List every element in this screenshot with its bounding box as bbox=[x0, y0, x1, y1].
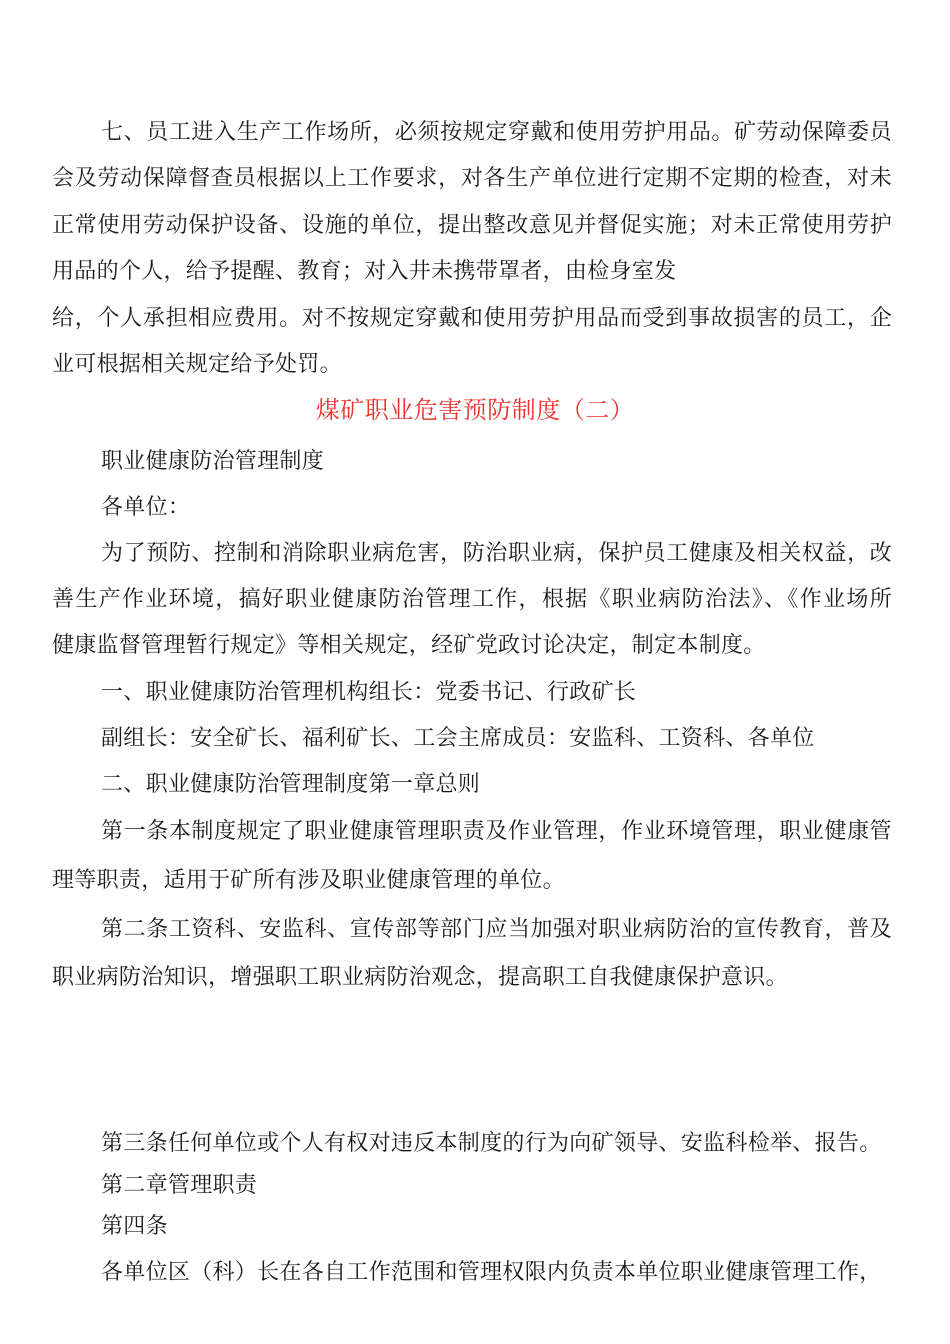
paragraph-7-line-5: 给，个人承担相应费用。对不按规定穿戴和使用劳护用品而受到事故损害的员工，企 bbox=[52, 306, 892, 331]
article-3: 第三条任何单位或个人有权对违反本制度的行为向矿领导、安监科检举、报告。 bbox=[101, 1131, 882, 1156]
paragraph-7-line-1: 七、员工进入生产工作场所，必须按规定穿戴和使用劳护用品。矿劳动保障委员 bbox=[101, 120, 892, 145]
intro-line-2: 善生产作业环境，搞好职业健康防治管理工作，根据《职业病防治法》、《作业场所 bbox=[52, 587, 892, 612]
paragraph-7-line-6: 业可根据相关规定给予处罚。 bbox=[52, 352, 342, 377]
org-line-1: 一、职业健康防治管理机构组长：党委书记、行政矿长 bbox=[101, 680, 637, 705]
article-1-line-2: 理等职责，适用于矿所有涉及职业健康管理的单位。 bbox=[52, 868, 565, 893]
paragraph-7-line-3: 正常使用劳动保护设备、设施的单位，提出整改意见并督促实施；对未正常使用劳护 bbox=[52, 213, 892, 238]
salutation: 各单位： bbox=[101, 495, 191, 520]
article-4-line-1: 各单位区（科）长在各自工作范围和管理权限内负责本单位职业健康管理工作， bbox=[101, 1260, 882, 1285]
article-2-line-2: 职业病防治知识，增强职工职业病防治观念，提高职工自我健康保护意识。 bbox=[52, 965, 788, 990]
org-line-2: 副组长：安全矿长、福利矿长、工会主席成员：安监科、工资科、各单位 bbox=[101, 726, 815, 751]
chapter-2-heading: 第二章管理职责 bbox=[101, 1173, 258, 1198]
subtitle: 职业健康防治管理制度 bbox=[101, 449, 325, 474]
intro-line-1: 为了预防、控制和消除职业病危害，防治职业病，保护员工健康及相关权益，改 bbox=[101, 541, 892, 566]
chapter-1-heading: 二、职业健康防治管理制度第一章总则 bbox=[101, 772, 481, 797]
intro-line-3: 健康监督管理暂行规定》等相关规定，经矿党政讨论决定，制定本制度。 bbox=[52, 633, 766, 658]
article-4-heading: 第四条 bbox=[101, 1214, 168, 1239]
article-2-line-1: 第二条工资科、安监科、宣传部等部门应当加强对职业病防治的宣传教育，普及 bbox=[101, 917, 892, 942]
paragraph-7-line-4: 用品的个人，给予提醒、教育；对入井未携带罩者，由检身室发 bbox=[52, 259, 677, 284]
section-title: 煤矿职业危害预防制度（二） bbox=[315, 396, 635, 424]
paragraph-7-line-2: 会及劳动保障督查员根据以上工作要求，对各生产单位进行定期不定期的检查，对未 bbox=[52, 166, 892, 191]
article-1-line-1: 第一条本制度规定了职业健康管理职责及作业管理，作业环境管理，职业健康管 bbox=[101, 819, 892, 844]
